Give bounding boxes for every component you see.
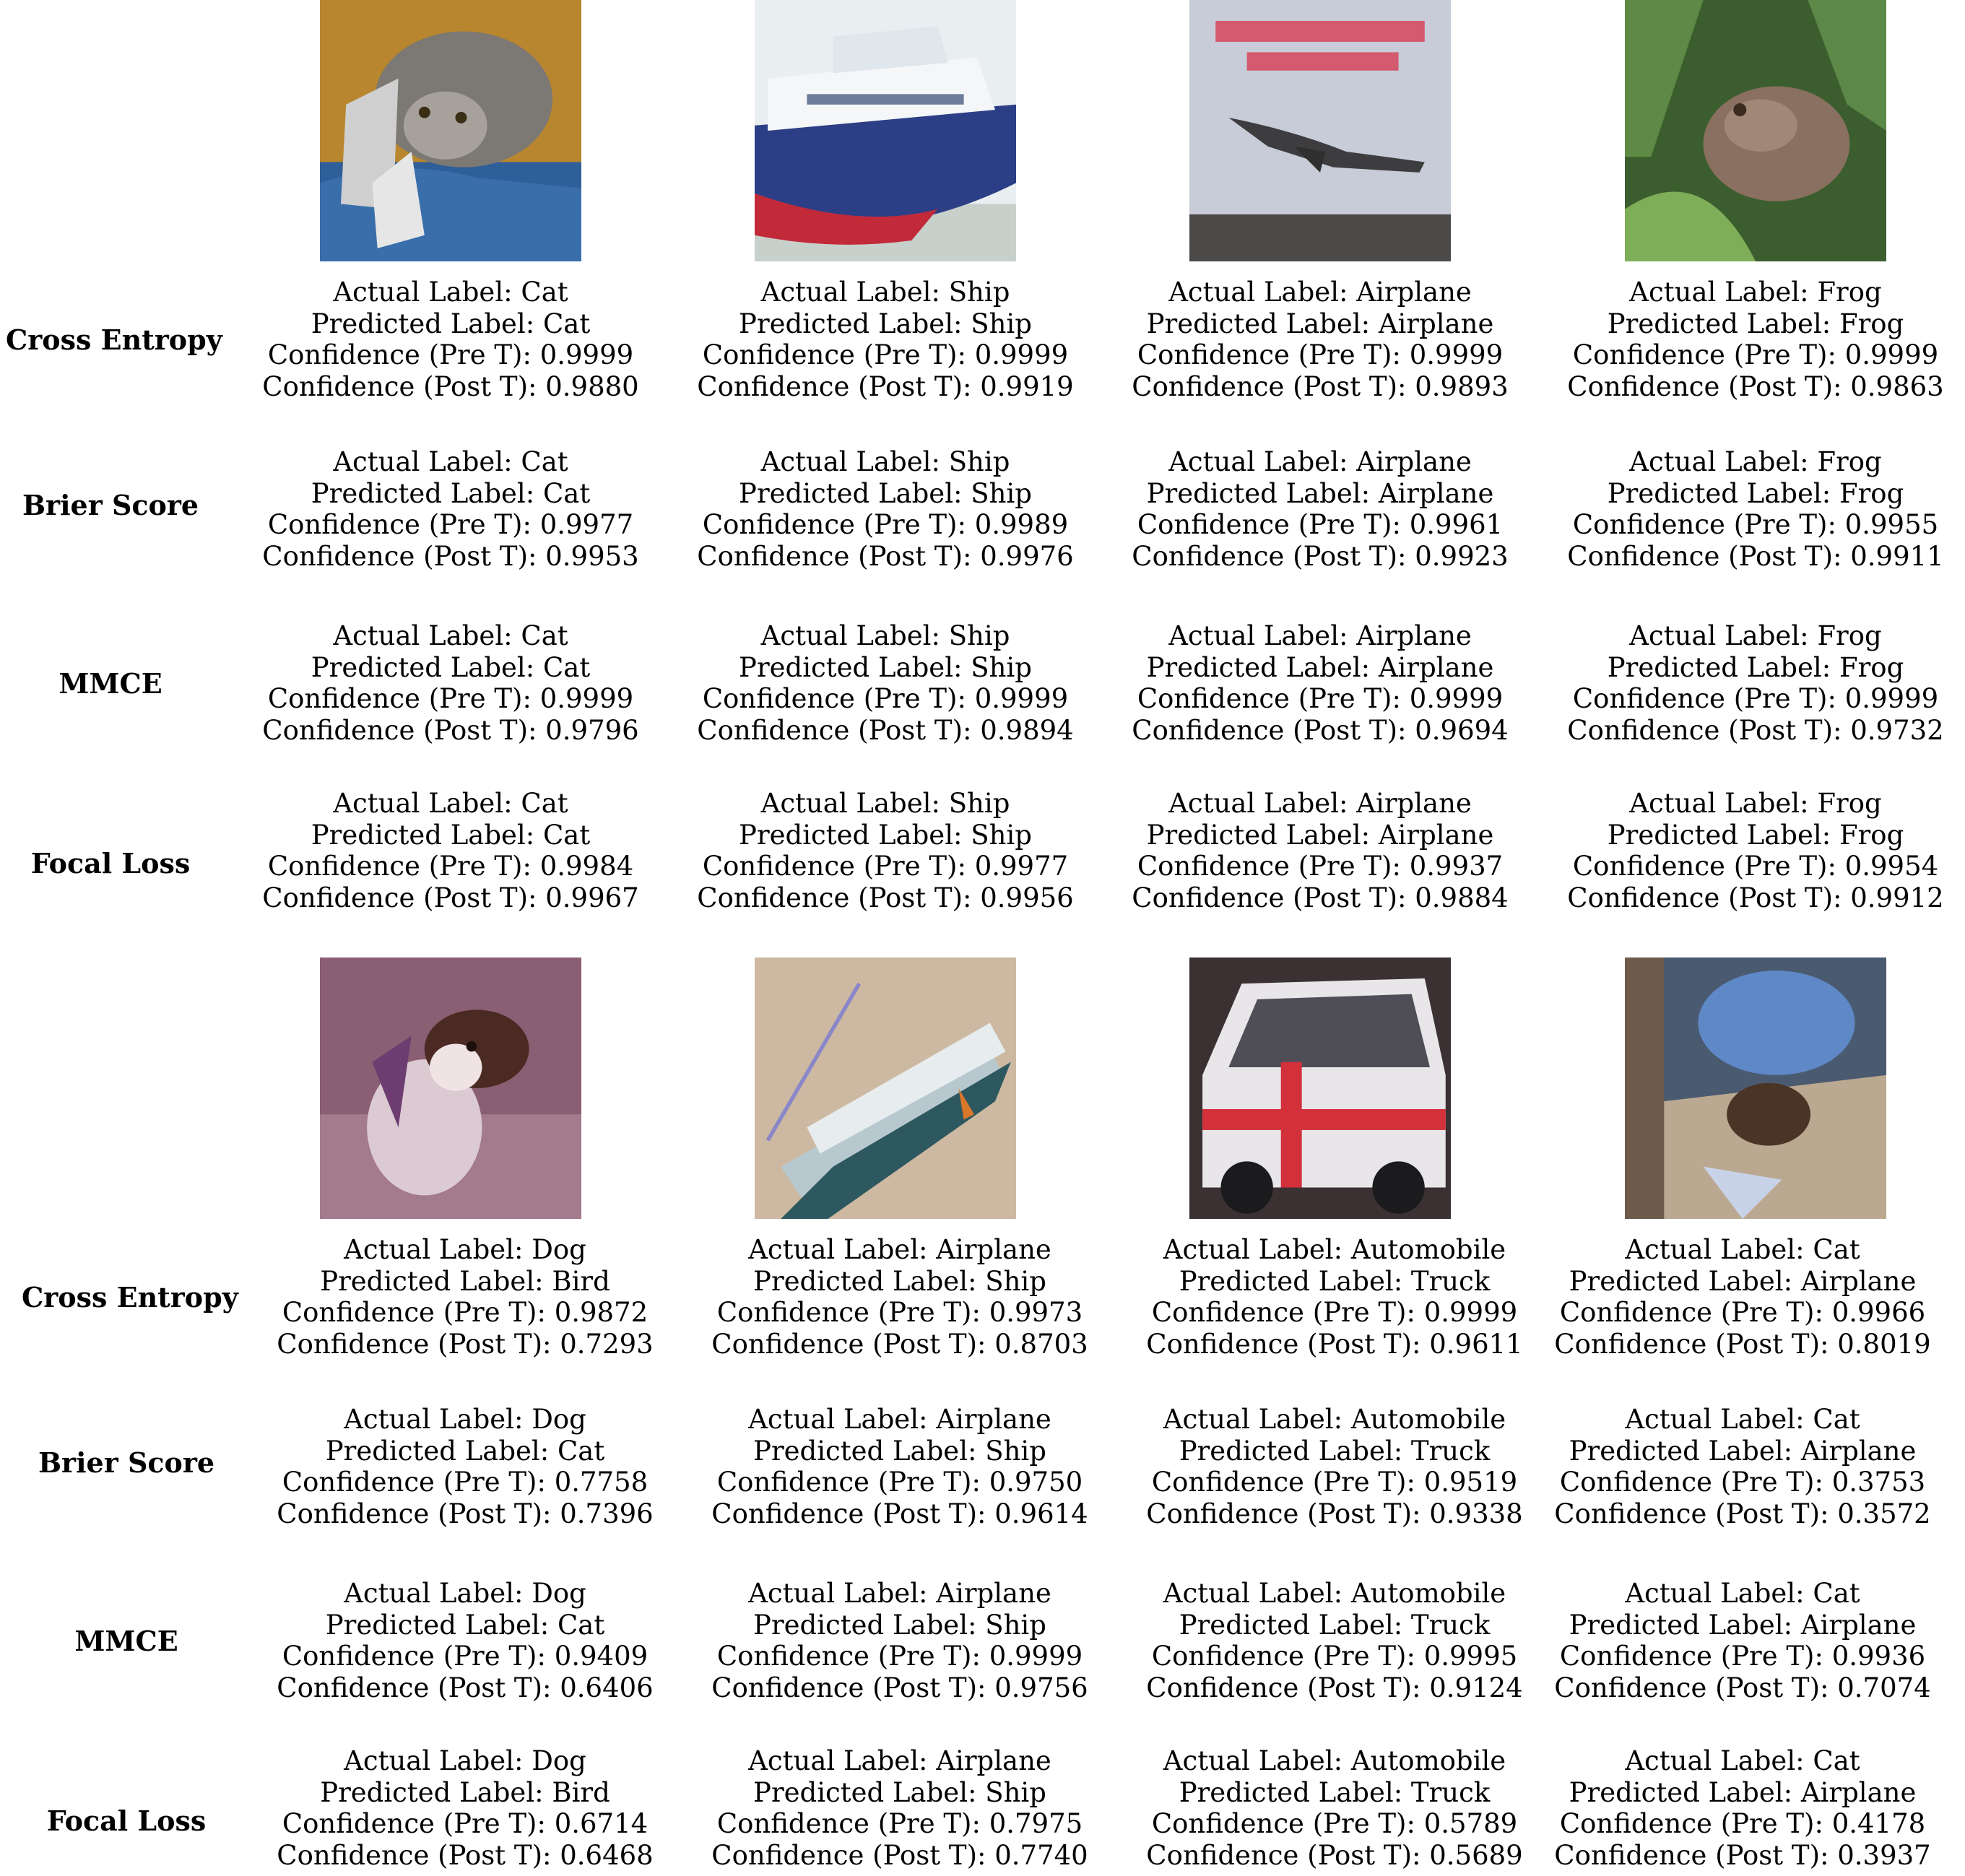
prediction-cell: Actual Label: Cat Predicted Label: Airplane Confidence (Pre T): 0.9966 Confidence (Post T): 0.8019 <box>1554 1234 1931 1360</box>
airplane-image <box>755 957 1016 1219</box>
prediction-cell: Actual Label: Cat Predicted Label: Cat Confidence (Pre T): 0.9999 Confidence (Post T): 0.9796 <box>262 620 639 746</box>
cat-image <box>1625 957 1886 1219</box>
method-label: MMCE <box>58 667 162 700</box>
automobile-image <box>1189 957 1451 1219</box>
cat-image <box>320 0 581 261</box>
prediction-cell: Actual Label: Dog Predicted Label: Cat Confidence (Pre T): 0.7758 Confidence (Post T): 0.7396 <box>277 1404 654 1529</box>
prediction-cell: Actual Label: Dog Predicted Label: Cat Confidence (Pre T): 0.9409 Confidence (Post T): 0.6406 <box>277 1578 654 1703</box>
dog-image <box>320 957 581 1219</box>
prediction-cell: Actual Label: Airplane Predicted Label: Ship Confidence (Pre T): 0.7975 Confidence (Post T): 0.7740 <box>711 1745 1088 1871</box>
prediction-cell: Actual Label: Airplane Predicted Label: Airplane Confidence (Pre T): 0.9999 Confidence (Post T): 0.9694 <box>1132 620 1509 746</box>
method-label: Brier Score <box>38 1446 215 1479</box>
prediction-cell: Actual Label: Ship Predicted Label: Ship Confidence (Pre T): 0.9977 Confidence (Post T): 0.9956 <box>697 788 1074 913</box>
prediction-cell: Actual Label: Ship Predicted Label: Ship Confidence (Pre T): 0.9999 Confidence (Post T): 0.9919 <box>697 277 1074 402</box>
prediction-cell: Actual Label: Airplane Predicted Label: Ship Confidence (Pre T): 0.9973 Confidence (Post T): 0.8703 <box>711 1234 1088 1360</box>
method-label: Cross Entropy <box>6 323 222 356</box>
prediction-cell: Actual Label: Cat Predicted Label: Cat Confidence (Pre T): 0.9984 Confidence (Post T): 0.9967 <box>262 788 639 913</box>
prediction-cell: Actual Label: Airplane Predicted Label: Ship Confidence (Pre T): 0.9999 Confidence (Post T): 0.9756 <box>711 1578 1088 1703</box>
prediction-cell: Actual Label: Airplane Predicted Label: Airplane Confidence (Pre T): 0.9937 Confidence (Post T): 0.9884 <box>1132 788 1509 913</box>
frog-image <box>1625 0 1886 261</box>
ship-image <box>755 0 1016 261</box>
prediction-cell: Actual Label: Cat Predicted Label: Airplane Confidence (Pre T): 0.4178 Confidence (Post T): 0.3937 <box>1554 1745 1931 1871</box>
method-label: Cross Entropy <box>22 1281 238 1313</box>
prediction-cell: Actual Label: Cat Predicted Label: Cat Confidence (Pre T): 0.9999 Confidence (Post T): 0.9880 <box>262 277 639 402</box>
prediction-cell: Actual Label: Cat Predicted Label: Airplane Confidence (Pre T): 0.3753 Confidence (Post T): 0.3572 <box>1554 1404 1931 1529</box>
prediction-cell: Actual Label: Dog Predicted Label: Bird Confidence (Pre T): 0.6714 Confidence (Post T): 0.6468 <box>277 1745 654 1871</box>
prediction-cell: Actual Label: Airplane Predicted Label: Airplane Confidence (Pre T): 0.9999 Confidence (Post T): 0.9893 <box>1132 277 1509 402</box>
method-label: Brier Score <box>22 489 199 521</box>
prediction-cell: Actual Label: Automobile Predicted Label: Truck Confidence (Pre T): 0.9999 Confidence (Post T): 0.9611 <box>1146 1234 1523 1360</box>
method-label: MMCE <box>74 1625 178 1657</box>
prediction-cell: Actual Label: Automobile Predicted Label: Truck Confidence (Pre T): 0.9519 Confidence (Post T): 0.9338 <box>1146 1404 1523 1529</box>
prediction-cell: Actual Label: Airplane Predicted Label: Airplane Confidence (Pre T): 0.9961 Confidence (Post T): 0.9923 <box>1132 446 1509 572</box>
prediction-cell: Actual Label: Frog Predicted Label: Frog Confidence (Pre T): 0.9954 Confidence (Post T): 0.9912 <box>1567 788 1944 913</box>
prediction-cell: Actual Label: Frog Predicted Label: Frog Confidence (Pre T): 0.9999 Confidence (Post T): 0.9863 <box>1567 277 1944 402</box>
prediction-cell: Actual Label: Dog Predicted Label: Bird Confidence (Pre T): 0.9872 Confidence (Post T): 0.7293 <box>277 1234 654 1360</box>
prediction-cell: Actual Label: Cat Predicted Label: Cat Confidence (Pre T): 0.9977 Confidence (Post T): 0.9953 <box>262 446 639 572</box>
prediction-cell: Actual Label: Ship Predicted Label: Ship Confidence (Pre T): 0.9999 Confidence (Post T): 0.9894 <box>697 620 1074 746</box>
airplane-image <box>1189 0 1451 261</box>
prediction-cell: Actual Label: Automobile Predicted Label: Truck Confidence (Pre T): 0.9995 Confidence (Post T): 0.9124 <box>1146 1578 1523 1703</box>
prediction-cell: Actual Label: Frog Predicted Label: Frog Confidence (Pre T): 0.9955 Confidence (Post T): 0.9911 <box>1567 446 1944 572</box>
prediction-cell: Actual Label: Cat Predicted Label: Airplane Confidence (Pre T): 0.9936 Confidence (Post T): 0.7074 <box>1554 1578 1931 1703</box>
prediction-cell: Actual Label: Frog Predicted Label: Frog Confidence (Pre T): 0.9999 Confidence (Post T): 0.9732 <box>1567 620 1944 746</box>
prediction-cell: Actual Label: Airplane Predicted Label: Ship Confidence (Pre T): 0.9750 Confidence (Post T): 0.9614 <box>711 1404 1088 1529</box>
prediction-cell: Actual Label: Automobile Predicted Label: Truck Confidence (Pre T): 0.5789 Confidence (Post T): 0.5689 <box>1146 1745 1523 1871</box>
prediction-cell: Actual Label: Ship Predicted Label: Ship Confidence (Pre T): 0.9989 Confidence (Post T): 0.9976 <box>697 446 1074 572</box>
method-label: Focal Loss <box>46 1805 207 1837</box>
method-label: Focal Loss <box>30 847 191 880</box>
